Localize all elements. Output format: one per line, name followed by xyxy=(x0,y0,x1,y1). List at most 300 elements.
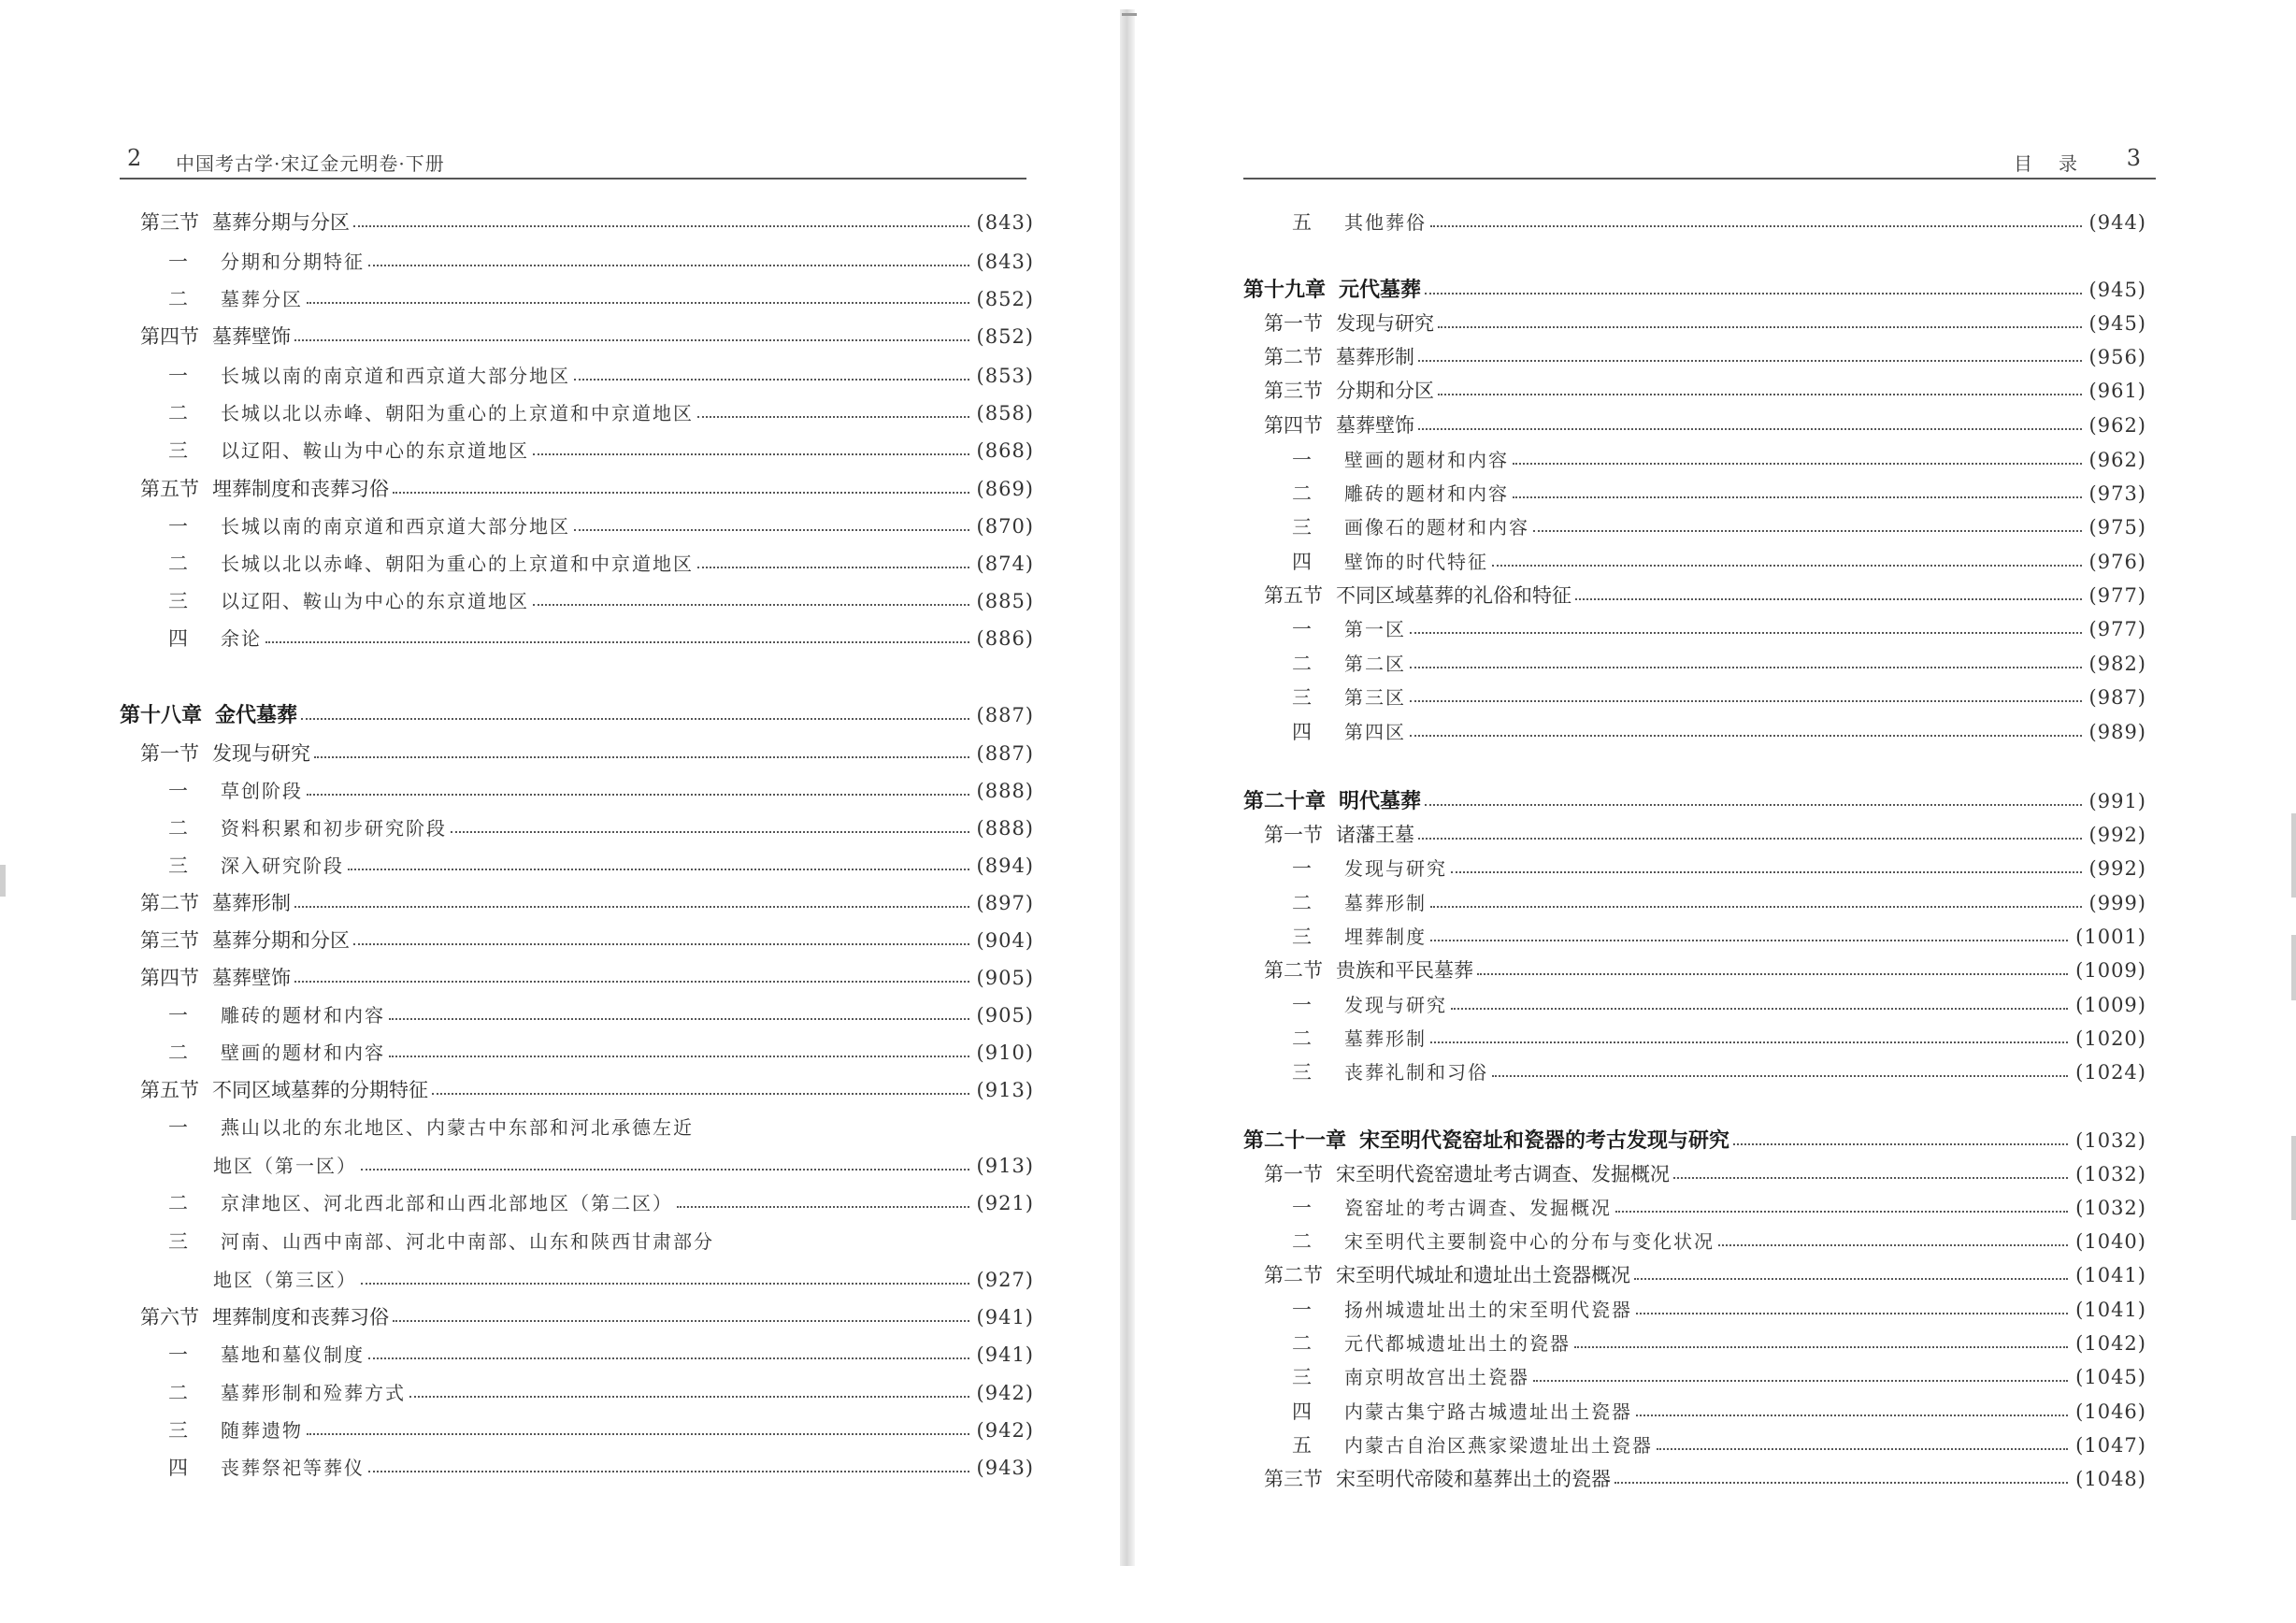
entry-ordinal: 第五节 xyxy=(140,1079,199,1101)
dot-leader xyxy=(353,943,969,945)
entry-page-number: (858) xyxy=(976,402,1034,424)
entry-ordinal: 第二节 xyxy=(1264,346,1323,368)
dot-leader xyxy=(451,831,969,833)
toc-section-entry xyxy=(120,925,1034,956)
entry-ordinal: 一 xyxy=(1292,449,1312,471)
entry-ordinal: 第一节 xyxy=(1264,1163,1323,1185)
dot-leader xyxy=(1430,1041,2068,1043)
book-title: 中国考古学·宋辽金元明卷·下册 xyxy=(176,152,445,175)
right-edge-mark xyxy=(2291,813,2296,898)
toc-item-entry xyxy=(1243,853,2158,884)
dot-leader xyxy=(697,416,969,418)
entry-ordinal: 第二节 xyxy=(1264,959,1323,982)
dot-leader xyxy=(1418,428,2082,430)
entry-ordinal: 三 xyxy=(1292,516,1312,539)
entry-page-number: (991) xyxy=(2088,790,2146,812)
entry-ordinal: 一 xyxy=(168,1343,188,1366)
gutter-mark xyxy=(1122,13,1137,16)
entry-ordinal: 一 xyxy=(168,515,188,538)
right-edge-mark xyxy=(2291,1136,2296,1220)
entry-page-number: (1048) xyxy=(2075,1468,2146,1490)
entry-page-number: (897) xyxy=(976,892,1034,914)
toc-item-entry xyxy=(120,1150,1034,1182)
entry-title: 草创阶段 xyxy=(221,780,303,802)
left-edge-mark xyxy=(0,865,6,897)
entry-ordinal: 二 xyxy=(168,288,188,310)
entry-page-number: (894) xyxy=(976,855,1034,877)
toc-chapter-entry xyxy=(120,699,1034,731)
entry-page-number: (982) xyxy=(2088,653,2146,675)
entry-title: 丧葬祭祀等葬仪 xyxy=(221,1457,365,1479)
entry-ordinal: 第四节 xyxy=(1264,414,1323,437)
entry-title: 雕砖的题材和内容 xyxy=(1344,482,1509,505)
entry-page-number: (941) xyxy=(976,1343,1034,1366)
toc-item-entry xyxy=(1243,613,2158,645)
entry-title: 地区（第一区） xyxy=(213,1155,357,1177)
entry-title: 不同区域墓葬的礼俗和特征 xyxy=(1336,584,1571,607)
toc-item-entry xyxy=(1243,478,2158,510)
toc-item-entry xyxy=(120,812,1034,844)
entry-page-number: (944) xyxy=(2088,211,2146,234)
entry-title: 雕砖的题材和内容 xyxy=(221,1004,385,1027)
toc-item-entry xyxy=(1243,546,2158,578)
toc-item-entry xyxy=(120,1415,1034,1446)
toc-item-entry xyxy=(120,435,1034,467)
entry-page-number: (956) xyxy=(2088,346,2146,368)
entry-title: 画像石的题材和内容 xyxy=(1344,516,1529,539)
entry-title: 壁画的题材和内容 xyxy=(1344,449,1509,471)
page-number: 2 xyxy=(127,145,142,171)
entry-ordinal: 三 xyxy=(168,1230,188,1253)
entry-ordinal: 四 xyxy=(168,1457,188,1479)
toc-item-entry xyxy=(120,1452,1034,1484)
entry-title: 发现与研究 xyxy=(1336,312,1434,335)
entry-ordinal: 三 xyxy=(1292,926,1312,948)
toc-item-entry xyxy=(1243,682,2158,713)
toc-section-entry xyxy=(1243,819,2158,851)
entry-page-number: (887) xyxy=(976,704,1034,726)
entry-title: 宋至明代瓷窑遗址考古调查、发掘概况 xyxy=(1336,1163,1670,1185)
entry-ordinal: 五 xyxy=(1292,211,1312,234)
entry-title: 墓地和墓仪制度 xyxy=(221,1343,365,1366)
entry-ordinal: 二 xyxy=(168,1382,188,1404)
toc-item-entry xyxy=(120,1112,1034,1143)
toc-item-entry xyxy=(1243,1361,2158,1393)
entry-ordinal: 第四节 xyxy=(140,325,199,348)
toc-item-entry xyxy=(1243,1056,2158,1088)
entry-ordinal: 二 xyxy=(1292,892,1312,914)
entry-page-number: (943) xyxy=(976,1457,1034,1479)
entry-title: 壁饰的时代特征 xyxy=(1344,551,1488,573)
dot-leader xyxy=(294,339,969,341)
entry-page-number: (962) xyxy=(2088,449,2146,471)
entry-ordinal: 三 xyxy=(168,590,188,612)
entry-ordinal: 一 xyxy=(1292,1299,1312,1321)
entry-title: 长城以北以赤峰、朝阳为重心的上京道和中京道地区 xyxy=(221,553,694,575)
entry-title: 发现与研究 xyxy=(1344,857,1447,880)
toc-item-entry xyxy=(120,585,1034,617)
entry-ordinal: 第三节 xyxy=(1264,1468,1323,1490)
entry-ordinal: 四 xyxy=(168,627,188,650)
page-number: 3 xyxy=(2126,145,2141,171)
dot-leader xyxy=(368,265,969,266)
entry-page-number: (989) xyxy=(2088,721,2146,743)
entry-title: 第四区 xyxy=(1344,721,1406,743)
toc-item-entry xyxy=(120,548,1034,580)
entry-title: 墓葬分区 xyxy=(221,288,303,310)
entry-page-number: (870) xyxy=(976,515,1034,538)
dot-leader xyxy=(432,1093,969,1095)
toc-item-entry xyxy=(1243,1226,2158,1257)
entry-page-number: (1041) xyxy=(2075,1264,2146,1286)
entry-page-number: (852) xyxy=(976,288,1034,310)
entry-ordinal: 第二十一章 xyxy=(1243,1128,1347,1153)
toc-section-entry xyxy=(1243,955,2158,986)
entry-page-number: (905) xyxy=(976,967,1034,989)
dot-leader xyxy=(1614,1482,2068,1484)
entry-ordinal: 第三节 xyxy=(140,211,199,234)
dot-leader xyxy=(1636,1415,2068,1416)
entry-ordinal: 第二节 xyxy=(1264,1264,1323,1286)
dot-leader xyxy=(1533,530,2082,532)
toc-item-entry xyxy=(120,397,1034,429)
dot-leader xyxy=(574,529,969,531)
entry-page-number: (853) xyxy=(976,365,1034,387)
dot-leader xyxy=(265,641,969,643)
toc-item-entry xyxy=(1243,444,2158,476)
dot-leader xyxy=(409,1396,969,1398)
entry-title: 南京明故宫出土瓷器 xyxy=(1344,1366,1529,1388)
entry-ordinal: 四 xyxy=(1292,721,1312,743)
entry-title: 埋葬制度和丧葬习俗 xyxy=(212,1306,389,1329)
dot-leader xyxy=(1575,598,2082,600)
entry-ordinal: 一 xyxy=(1292,857,1312,880)
entry-title: 长城以南的南京道和西京道大部分地区 xyxy=(221,515,570,538)
entry-page-number: (1001) xyxy=(2075,926,2146,948)
entry-title: 埋葬制度 xyxy=(1344,926,1427,948)
entry-ordinal: 第一节 xyxy=(1264,312,1323,335)
entry-page-number: (1040) xyxy=(2075,1230,2146,1253)
toc-item-entry xyxy=(120,1226,1034,1257)
dot-leader xyxy=(1425,293,2082,294)
entry-page-number: (927) xyxy=(976,1269,1034,1291)
entry-ordinal: 二 xyxy=(1292,1230,1312,1253)
entry-page-number: (1047) xyxy=(2075,1434,2146,1457)
entry-page-number: (913) xyxy=(976,1079,1034,1101)
entry-title: 分期和分期特征 xyxy=(221,251,365,273)
entry-page-number: (868) xyxy=(976,439,1034,462)
entry-page-number: (905) xyxy=(976,1004,1034,1027)
right-edge-mark xyxy=(2291,935,2296,1000)
entry-page-number: (904) xyxy=(976,929,1034,952)
entry-ordinal: 第五节 xyxy=(1264,584,1323,607)
left-page xyxy=(120,0,1034,1623)
entry-title: 京津地区、河北西北部和山西北部地区（第二区） xyxy=(221,1192,673,1214)
entry-page-number: (941) xyxy=(976,1306,1034,1329)
entry-ordinal: 一 xyxy=(168,365,188,387)
toc-item-entry xyxy=(1243,1294,2158,1326)
toc-section-entry xyxy=(120,738,1034,769)
entry-page-number: (885) xyxy=(976,590,1034,612)
dot-leader xyxy=(361,1169,969,1171)
toc-item-entry xyxy=(1243,887,2158,919)
entry-page-number: (945) xyxy=(2088,279,2146,301)
toc-chapter-entry xyxy=(1243,274,2158,306)
dot-leader xyxy=(533,453,969,455)
toc-item-entry xyxy=(1243,921,2158,953)
entry-ordinal: 二 xyxy=(1292,1027,1312,1050)
dot-leader xyxy=(1430,940,2068,941)
entry-title: 长城以南的南京道和西京道大部分地区 xyxy=(221,365,570,387)
entry-ordinal: 二 xyxy=(1292,1332,1312,1355)
entry-page-number: (962) xyxy=(2088,414,2146,437)
dot-leader xyxy=(1451,871,2082,873)
dot-leader xyxy=(1657,1448,2068,1450)
entry-ordinal: 二 xyxy=(1292,482,1312,505)
entry-title: 墓葬壁饰 xyxy=(212,325,291,348)
dot-leader xyxy=(389,1056,969,1057)
entry-page-number: (852) xyxy=(976,325,1034,348)
entry-title: 随葬遗物 xyxy=(221,1419,303,1442)
entry-ordinal: 三 xyxy=(168,1419,188,1442)
entry-title: 宋至明代帝陵和墓葬出土的瓷器 xyxy=(1336,1468,1611,1490)
dot-leader xyxy=(368,1357,969,1359)
entry-page-number: (886) xyxy=(976,627,1034,650)
entry-ordinal: 第三节 xyxy=(1264,380,1323,402)
running-head xyxy=(1243,145,2158,182)
dot-leader xyxy=(294,906,969,908)
book-gutter xyxy=(1120,9,1135,1566)
toc-item-entry xyxy=(120,246,1034,278)
dot-leader xyxy=(314,756,969,758)
toc-section-entry xyxy=(120,1301,1034,1333)
toc-item-entry xyxy=(120,999,1034,1031)
entry-ordinal: 第十九章 xyxy=(1243,278,1327,302)
toc-item-entry xyxy=(1243,207,2158,238)
entry-title: 金代墓葬 xyxy=(215,703,298,727)
dot-leader xyxy=(1718,1244,2068,1246)
entry-page-number: (975) xyxy=(2088,516,2146,539)
entry-title: 元代都城遗址出土的瓷器 xyxy=(1344,1332,1571,1355)
entry-ordinal: 五 xyxy=(1292,1434,1312,1457)
toc-section-entry xyxy=(1243,308,2158,339)
dot-leader xyxy=(361,1283,969,1285)
dot-leader xyxy=(1410,632,2082,634)
toc-item-entry xyxy=(1243,511,2158,543)
entry-title: 不同区域墓葬的分期特征 xyxy=(212,1079,428,1101)
entry-ordinal: 三 xyxy=(168,855,188,877)
entry-ordinal: 一 xyxy=(1292,1197,1312,1219)
entry-ordinal: 第六节 xyxy=(140,1306,199,1329)
toc-section-entry xyxy=(120,321,1034,352)
entry-page-number: (942) xyxy=(976,1419,1034,1442)
dot-leader xyxy=(1451,1008,2068,1010)
dot-leader xyxy=(1492,1075,2068,1077)
entry-page-number: (913) xyxy=(976,1155,1034,1177)
entry-page-number: (910) xyxy=(976,1041,1034,1064)
entry-page-number: (888) xyxy=(976,780,1034,802)
entry-ordinal: 第三节 xyxy=(140,929,199,952)
dot-leader xyxy=(574,379,969,381)
entry-page-number: (874) xyxy=(976,553,1034,575)
header-rule xyxy=(1243,178,2156,180)
entry-title: 宋至明代城址和遗址出土瓷器概况 xyxy=(1336,1264,1630,1286)
entry-page-number: (1032) xyxy=(2075,1129,2146,1152)
dot-leader xyxy=(1673,1177,2068,1179)
entry-title: 壁画的题材和内容 xyxy=(221,1041,385,1064)
entry-title: 贵族和平民墓葬 xyxy=(1336,959,1473,982)
dot-leader xyxy=(1410,735,2082,737)
dot-leader xyxy=(307,1433,969,1435)
dot-leader xyxy=(1477,973,2068,975)
entry-page-number: (992) xyxy=(2088,857,2146,880)
dot-leader xyxy=(1513,496,2082,498)
toc-section-entry xyxy=(1243,1158,2158,1190)
entry-title: 墓葬形制 xyxy=(212,892,291,914)
entry-title: 明代墓葬 xyxy=(1339,789,1422,813)
entry-title: 余论 xyxy=(221,627,262,650)
entry-ordinal: 第四节 xyxy=(140,967,199,989)
entry-title: 资料积累和初步研究阶段 xyxy=(221,817,447,840)
entry-ordinal: 一 xyxy=(168,251,188,273)
entry-page-number: (1046) xyxy=(2075,1400,2146,1423)
toc-item-entry xyxy=(120,283,1034,315)
toc-section-entry xyxy=(1243,1463,2158,1495)
toc-item-entry xyxy=(120,1187,1034,1219)
entry-title: 燕山以北的东北地区、内蒙古中东部和河北承德左近 xyxy=(221,1116,694,1139)
dot-leader xyxy=(1574,1346,2068,1348)
entry-page-number: (942) xyxy=(976,1382,1034,1404)
entry-title: 墓葬分期与分区 xyxy=(212,211,350,234)
entry-page-number: (973) xyxy=(2088,482,2146,505)
entry-ordinal: 一 xyxy=(1292,618,1312,640)
entry-title: 墓葬分期和分区 xyxy=(212,929,350,952)
entry-ordinal: 二 xyxy=(168,1192,188,1214)
entry-title: 宋至明代主要制瓷中心的分布与变化状况 xyxy=(1344,1230,1715,1253)
entry-ordinal: 二 xyxy=(168,1041,188,1064)
header-rule xyxy=(120,178,1026,180)
dot-leader xyxy=(393,492,969,494)
toc-section-entry xyxy=(1243,341,2158,373)
entry-ordinal: 第五节 xyxy=(140,478,199,500)
entry-title: 诸藩王墓 xyxy=(1336,824,1414,846)
toc-section-entry xyxy=(120,887,1034,919)
entry-ordinal: 二 xyxy=(168,402,188,424)
entry-title: 以辽阳、鞍山为中心的东京道地区 xyxy=(221,590,529,612)
dot-leader xyxy=(677,1206,969,1208)
toc-item-entry xyxy=(1243,716,2158,748)
entry-ordinal: 三 xyxy=(1292,1366,1312,1388)
toc-section-entry xyxy=(120,962,1034,994)
entry-ordinal: 二 xyxy=(168,817,188,840)
entry-title: 墓葬壁饰 xyxy=(212,967,291,989)
entry-title: 墓葬形制 xyxy=(1344,1027,1427,1050)
entry-title: 其他葬俗 xyxy=(1344,211,1427,234)
entry-ordinal: 一 xyxy=(168,1116,188,1139)
entry-ordinal: 三 xyxy=(1292,686,1312,709)
dot-leader xyxy=(1430,225,2082,227)
dot-leader xyxy=(1410,667,2082,668)
dot-leader xyxy=(533,604,969,606)
entry-page-number: (1009) xyxy=(2075,994,2146,1016)
toc-chapter-entry xyxy=(1243,785,2158,817)
toc-item-entry xyxy=(120,1037,1034,1069)
entry-title: 深入研究阶段 xyxy=(221,855,344,877)
right-page xyxy=(1243,0,2158,1623)
entry-title: 墓葬形制 xyxy=(1336,346,1414,368)
toc-item-entry xyxy=(120,1339,1034,1371)
toc-item-entry xyxy=(120,510,1034,542)
entry-ordinal: 一 xyxy=(168,780,188,802)
toc-item-entry xyxy=(120,1377,1034,1409)
entry-page-number: (1041) xyxy=(2075,1299,2146,1321)
dot-leader xyxy=(368,1471,969,1472)
toc-section-entry xyxy=(1243,1259,2158,1291)
dot-leader xyxy=(1438,394,2082,395)
toc-section-entry xyxy=(120,207,1034,238)
entry-title: 第一区 xyxy=(1344,618,1406,640)
entry-page-number: (1032) xyxy=(2075,1197,2146,1219)
toc-item-entry xyxy=(120,360,1034,392)
entry-ordinal: 四 xyxy=(1292,551,1312,573)
entry-page-number: (977) xyxy=(2088,618,2146,640)
dot-leader xyxy=(1733,1143,2068,1145)
entry-page-number: (843) xyxy=(976,251,1034,273)
toc-chapter-entry xyxy=(1243,1125,2158,1156)
entry-title: 地区（第三区） xyxy=(213,1269,357,1291)
entry-title: 扬州城遗址出土的宋至明代瓷器 xyxy=(1344,1299,1632,1321)
dot-leader xyxy=(1533,1380,2068,1382)
running-head xyxy=(127,145,1043,182)
dot-leader xyxy=(389,1018,969,1020)
entry-page-number: (976) xyxy=(2088,551,2146,573)
dot-leader xyxy=(1418,838,2082,840)
dot-leader xyxy=(353,225,969,227)
entry-title: 分期和分区 xyxy=(1336,380,1434,402)
toc-section-entry xyxy=(120,1074,1034,1106)
entry-ordinal: 二 xyxy=(168,553,188,575)
toc-item-entry xyxy=(1243,1429,2158,1461)
toc-item-entry xyxy=(1243,1396,2158,1428)
toc-item-entry xyxy=(120,850,1034,882)
toc-item-entry xyxy=(1243,648,2158,680)
dot-leader xyxy=(348,869,969,870)
entry-page-number: (987) xyxy=(2088,686,2146,709)
entry-title: 发现与研究 xyxy=(212,742,310,765)
entry-title: 内蒙古集宁路古城遗址出土瓷器 xyxy=(1344,1400,1632,1423)
entry-ordinal: 第二节 xyxy=(140,892,199,914)
entry-title: 元代墓葬 xyxy=(1339,278,1422,302)
entry-title: 第二区 xyxy=(1344,653,1406,675)
dot-leader xyxy=(1492,565,2082,567)
toc-item-entry xyxy=(120,1264,1034,1296)
dot-leader xyxy=(294,981,969,983)
entry-ordinal: 三 xyxy=(1292,1061,1312,1084)
entry-page-number: (992) xyxy=(2088,824,2146,846)
entry-title: 以辽阳、鞍山为中心的东京道地区 xyxy=(221,439,529,462)
dot-leader xyxy=(307,302,969,304)
entry-title: 墓葬壁饰 xyxy=(1336,414,1414,437)
entry-page-number: (977) xyxy=(2088,584,2146,607)
entry-page-number: (1032) xyxy=(2075,1163,2146,1185)
dot-leader xyxy=(697,567,969,568)
entry-title: 墓葬形制 xyxy=(1344,892,1427,914)
entry-title: 丧葬礼制和习俗 xyxy=(1344,1061,1488,1084)
running-label: 目录 xyxy=(2014,152,2103,175)
entry-page-number: (843) xyxy=(976,211,1034,234)
toc-item-entry xyxy=(1243,1023,2158,1055)
toc-item-entry xyxy=(120,775,1034,807)
